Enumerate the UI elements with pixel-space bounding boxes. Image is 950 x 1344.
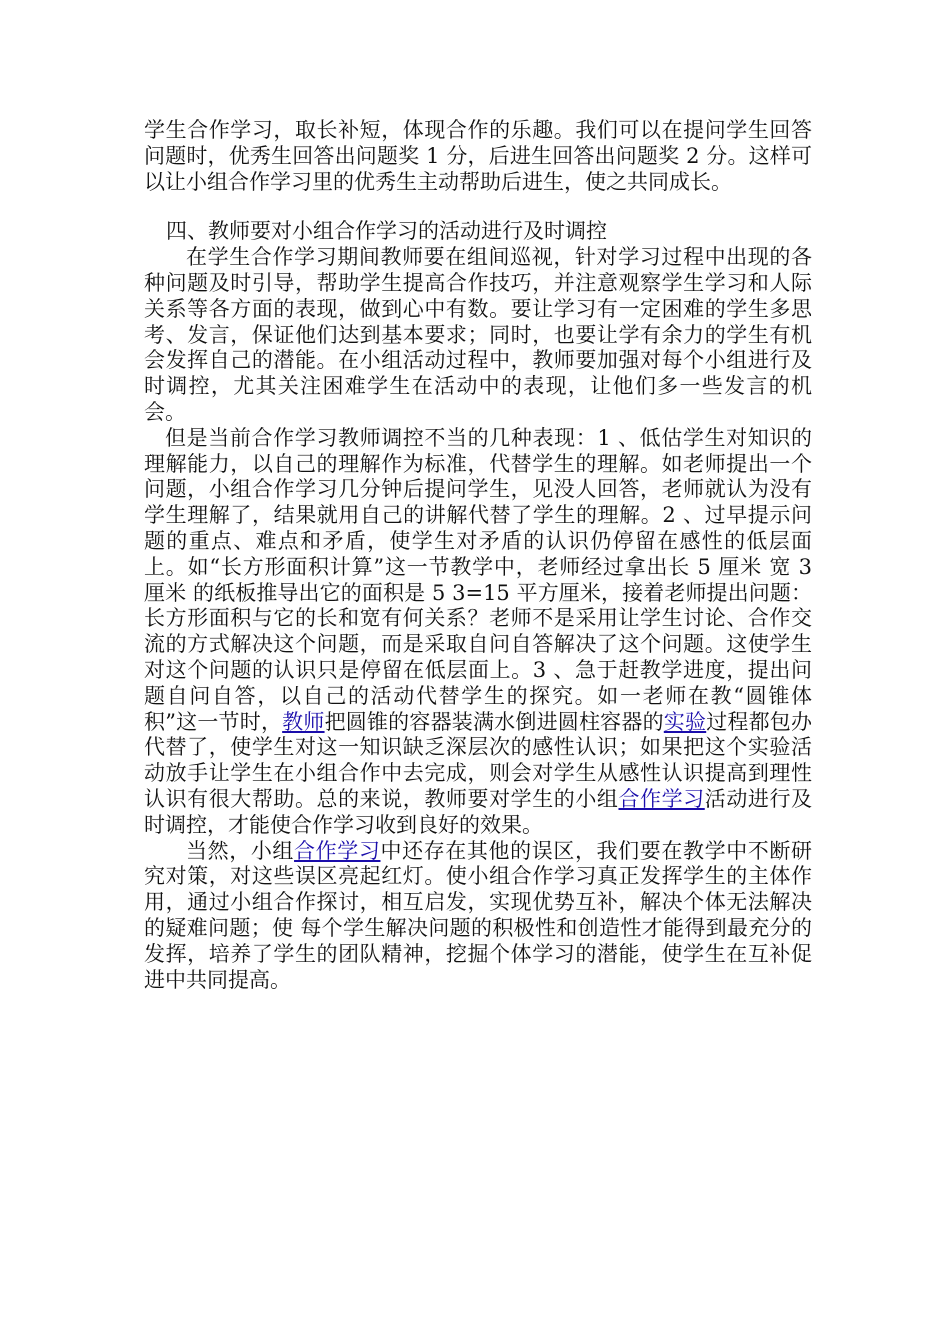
link-cooperative-learning[interactable]: 合作学习	[618, 786, 705, 811]
section-heading-four: 四、教师要对小组合作学习的活动进行及时调控	[166, 219, 607, 244]
paragraph-teacher-patrol: 在学生合作学习期间教师要在组间巡视，针对学习过程中出现的各种问题及时引导，帮助学生提高合作技巧，并注意观察学生学习和人际关系等各方面的表现，做到心中有数。要让学习有一定困难的学生多思考、发言，保证他们达到基本要求；同时，也要让学有余力的学生有机会发挥自己的潜能。在小组活动过程中，教师要加强对每个小组进行及时调控，尤其关注困难学生在活动中的表现，让他们多一些发言的机会。	[144, 245, 812, 424]
link-experiment[interactable]: 实验	[663, 709, 707, 734]
paragraph-text-segment: 把圆锥的容器装满水倒进圆柱容器的	[324, 709, 664, 734]
paragraph-text-segment: 活动进行及时调控，才能使合作学习收到良好的效果。	[144, 786, 813, 837]
paragraph-text-segment: 过程都包办代替了，使学生对这一知识缺乏深层次的感性认识；如果把这个实验活动放手让学生在小组合作中去完成，则会对学生从感性认识提高到理性认识有很大帮助。总的来说，教师要对学生的小组	[144, 709, 813, 811]
paragraph-text-segment: 但是当前合作学习教师调控不当的几种表现：1 、低估学生对知识的理解能力，以自己的理解作为标准，代替学生的理解。如老师提出一个问题，小组合作学习几分钟后提问学生，见没人回答，老师就认为没有学生理解了，结果就用自己的讲解代替了学生的理解。2 、过早提示问题的重点、难点和矛盾，使学生对矛盾的认识仍停留在感性的低层面上。如“长方形面积计算”这一节教学中，老师经过拿出长 5 厘米 宽 3 厘米 的纸板推导出它的面积是 5 3=15 平方厘米，接着老师提出问题：长方形面积与它的长和宽有何关系？老师不是采用让学生讨论、合作交流的方式解决这个问题，而是采取自问自答解决了这个问题。这使学生对这个问题的认识只是停留在低层面上。3 、急于赶教学进度，提出问题自问自答，以自己的活动代替学生的探究。如一老师在教“圆锥体积”这一节时，	[144, 425, 812, 734]
paragraph-conclusion	[144, 839, 812, 994]
paragraph-text-segment: 当然，小组	[186, 838, 295, 863]
paragraph-improper-control	[144, 426, 812, 839]
document-body	[144, 118, 812, 993]
paragraph-text-segment: 中还存在其他的误区，我们要在教学中不断研究对策，对这些误区亮起红灯。使小组合作学习真正发挥学生的主体作用，通过小组合作探讨，相互启发，实现优势互补，解决个体无法解决的疑难问题；使 每个学生解决问题的积极性和创造性才能得到最充分的发挥，培养了学生的团队精神，挖掘个体学习的潜能，使学生在互补促进中共同提高。	[144, 838, 813, 992]
link-teacher[interactable]: 教师	[282, 709, 325, 734]
paragraph-cooperation-reward: 学生合作学习，取长补短，体现合作的乐趣。我们可以在提问学生回答问题时，优秀生回答出问题奖 1 分，后进生回答出问题奖 2 分。这样可以让小组合作学习里的优秀生主动帮助后进生，使之共同成长。	[144, 118, 812, 194]
paragraph-spacer	[144, 195, 812, 219]
link-cooperative-learning-2[interactable]: 合作学习	[294, 838, 381, 863]
